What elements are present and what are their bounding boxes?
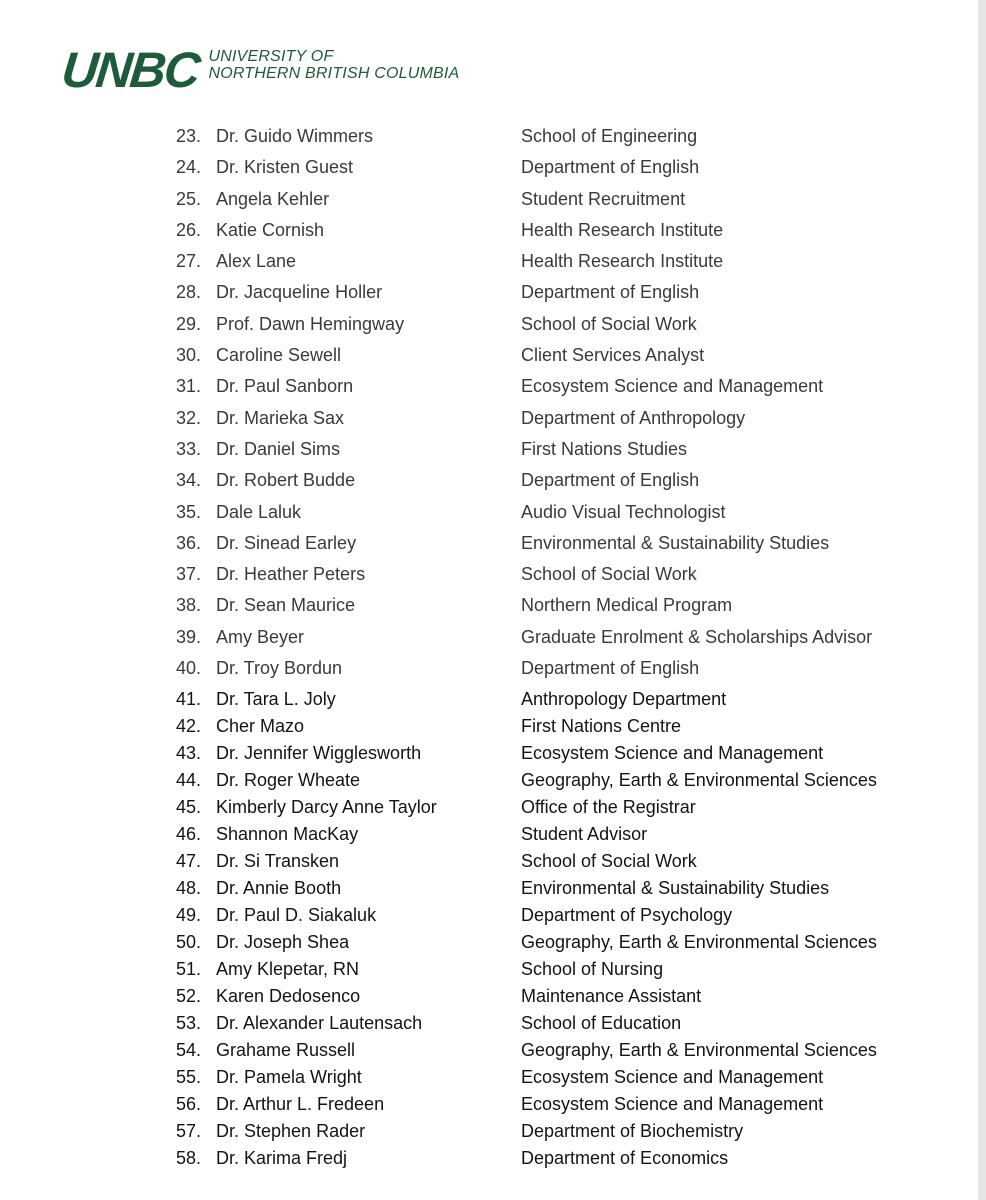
list-item-number: 23. [176,126,202,146]
list-item [0,901,986,928]
list-item [0,310,986,341]
list-item-name: Dr. Daniel Sims [216,438,341,459]
list-item [0,847,986,874]
list-item-department: School of Education [521,1013,682,1034]
list-item-department: Environmental & Sustainability Studies [521,878,830,899]
list-item-department: Ecosystem Science and Management [521,1067,824,1088]
list-item-department: Audio Visual Technologist [521,501,726,522]
list-item-name: Dr. Jennifer Wigglesworth [216,743,422,764]
list-item-number: 24. [176,157,202,178]
list-item-department: Geography, Earth & Environmental Sciences [521,932,877,953]
list-item [0,560,986,591]
list-item [0,498,986,529]
list-item-name: Kimberly Darcy Anne Taylor [216,797,437,818]
logo-line-1: UNIVERSITY OF [208,48,334,65]
list-item-number: 49. [176,905,202,926]
list-item [0,685,986,712]
list-item-number: 58. [176,1148,202,1169]
list-item-department: School of Social Work [521,851,697,872]
logo-line-2: NORTHERN BRITISH COLUMBIA [208,65,460,82]
list-item-name: Dr. Pamela Wright [216,1067,362,1088]
list-item-number: 48. [176,878,202,899]
list-item [0,820,986,847]
list-item [0,122,986,153]
list-item-department: Department of English [521,470,700,491]
list-item-number: 47. [176,851,202,872]
list-item-number: 27. [176,251,202,272]
list-item-name: Dr. Jacqueline Holler [216,282,383,303]
list-item-number: 57. [176,1121,202,1142]
list-item-number: 45. [176,797,202,818]
list-item-number: 52. [176,986,202,1007]
list-item-department: First Nations Centre [521,716,682,737]
list-item [0,874,986,901]
list-item [0,955,986,982]
list-item-department: Geography, Earth & Environmental Sciences [521,1040,877,1061]
list-item [0,216,986,247]
list-item [0,372,986,403]
logo-wordmark [208,48,459,82]
list-item-department: Department of English [521,658,700,679]
list-item-name: Dr. Guido Wimmers [216,126,374,146]
list-item-name: Dr. Heather Peters [216,564,366,585]
list-item-number: 50. [176,932,202,953]
list-item-number: 53. [176,1013,202,1034]
list-item-number: 46. [176,824,202,845]
list-item-name: Dr. Sinead Earley [216,532,357,553]
list-item-name: Dr. Tara L. Joly [216,689,336,710]
list-item [0,529,986,560]
list-item-name: Angela Kehler [216,188,330,209]
list-item-name: Grahame Russell [216,1040,356,1061]
list-item-number: 55. [176,1067,202,1088]
list-item [0,435,986,466]
list-item [0,623,986,654]
list-item-department: School of Engineering [521,126,698,146]
list-item [0,1009,986,1036]
list-item-number: 31. [176,376,202,397]
list-item-number: 39. [176,626,202,647]
list-item [0,278,986,309]
list-item [0,1117,986,1144]
list-item-name: Dr. Paul D. Siakaluk [216,905,377,926]
list-item-name: Dr. Joseph Shea [216,932,350,953]
list-item-name: Caroline Sewell [216,345,342,366]
list-item-department: Department of English [521,282,700,303]
list-item [0,654,986,685]
list-item-department: Student Recruitment [521,188,686,209]
list-item-department: Health Research Institute [521,219,724,240]
list-item-department: Student Advisor [521,824,648,845]
list-item-number: 42. [176,716,202,737]
list-item-number: 26. [176,219,202,240]
list-item-department: Maintenance Assistant [521,986,702,1007]
list-item-department: Health Research Institute [521,251,724,272]
list-item-number: 40. [176,658,202,679]
list-item [0,1090,986,1117]
list-item-department: School of Nursing [521,959,664,980]
list-item-number: 36. [176,532,202,553]
list-item-number: 44. [176,770,202,791]
signatory-list [0,122,986,1171]
logo-mark: UNBC [59,42,202,98]
list-item-number: 32. [176,407,202,428]
list-item-department: Geography, Earth & Environmental Sciences [521,770,877,791]
list-item-name: Dr. Karima Fredj [216,1148,348,1169]
list-item [0,766,986,793]
list-item-department: School of Social Work [521,313,697,334]
list-item-name: Dr. Troy Bordun [216,658,343,679]
list-item [0,1036,986,1063]
list-item [0,982,986,1009]
list-item-name: Dr. Marieka Sax [216,407,345,428]
list-item-name: Dr. Roger Wheate [216,770,361,791]
list-item-department: Anthropology Department [521,689,727,710]
list-item-number: 35. [176,501,202,522]
list-item-department: Department of Anthropology [521,407,746,428]
list-item-number: 28. [176,282,202,303]
list-item-department: Client Services Analyst [521,345,705,366]
list-item-number: 51. [176,959,202,980]
list-item-name: Dr. Annie Booth [216,878,342,899]
list-item-name: Katie Cornish [216,219,325,240]
list-item [0,341,986,372]
list-item-name: Cher Mazo [216,716,305,737]
list-item-department: Ecosystem Science and Management [521,743,824,764]
list-item-department: Graduate Enrolment & Scholarships Advisor [521,626,873,647]
list-item-number: 25. [176,188,202,209]
list-item [0,793,986,820]
list-item-department: Northern Medical Program [521,595,733,616]
list-item-department: School of Social Work [521,564,697,585]
list-item-department: Department of Economics [521,1148,729,1169]
list-item-name: Dr. Arthur L. Fredeen [216,1094,385,1115]
list-item [0,185,986,216]
unbc-logo [59,42,460,102]
list-item [0,404,986,435]
list-item-name: Dr. Sean Maurice [216,595,356,616]
list-item-number: 54. [176,1040,202,1061]
list-item-department: Department of Psychology [521,905,733,926]
list-item [0,1063,986,1090]
list-item-name: Dr. Kristen Guest [216,157,354,178]
list-item-number: 30. [176,345,202,366]
list-item-name: Shannon MacKay [216,824,359,845]
list-item-name: Dr. Stephen Rader [216,1121,366,1142]
list-item [0,1144,986,1171]
list-item-name: Dr. Alexander Lautensach [216,1013,423,1034]
list-item [0,928,986,955]
list-item [0,739,986,766]
list-item-number: 38. [176,595,202,616]
list-item-department: Office of the Registrar [521,797,696,818]
list-item-number: 34. [176,470,202,491]
list-item-department: Environmental & Sustainability Studies [521,532,830,553]
list-item [0,247,986,278]
list-item [0,712,986,739]
list-item-number: 56. [176,1094,202,1115]
list-item-department: Department of English [521,157,700,178]
list-item [0,466,986,497]
list-item-number: 41. [176,689,202,710]
list-item-name: Amy Beyer [216,626,305,647]
list-item-name: Prof. Dawn Hemingway [216,313,405,334]
list-item-name: Amy Klepetar, RN [216,959,360,980]
list-item-department: Ecosystem Science and Management [521,376,824,397]
list-item-name: Alex Lane [216,251,297,272]
list-item-department: First Nations Studies [521,438,688,459]
list-item-number: 37. [176,564,202,585]
list-item-name: Dr. Si Transken [216,851,340,872]
list-item-number: 43. [176,743,202,764]
list-item-number: 33. [176,438,202,459]
list-item-department: Department of Biochemistry [521,1121,744,1142]
list-item [0,591,986,622]
list-item [0,153,986,184]
list-item-name: Karen Dedosenco [216,986,361,1007]
list-item-name: Dr. Paul Sanborn [216,376,354,397]
list-item-name: Dr. Robert Budde [216,470,356,491]
list-item-number: 29. [176,313,202,334]
list-item-department: Ecosystem Science and Management [521,1094,824,1115]
list-item-name: Dale Laluk [216,501,302,522]
